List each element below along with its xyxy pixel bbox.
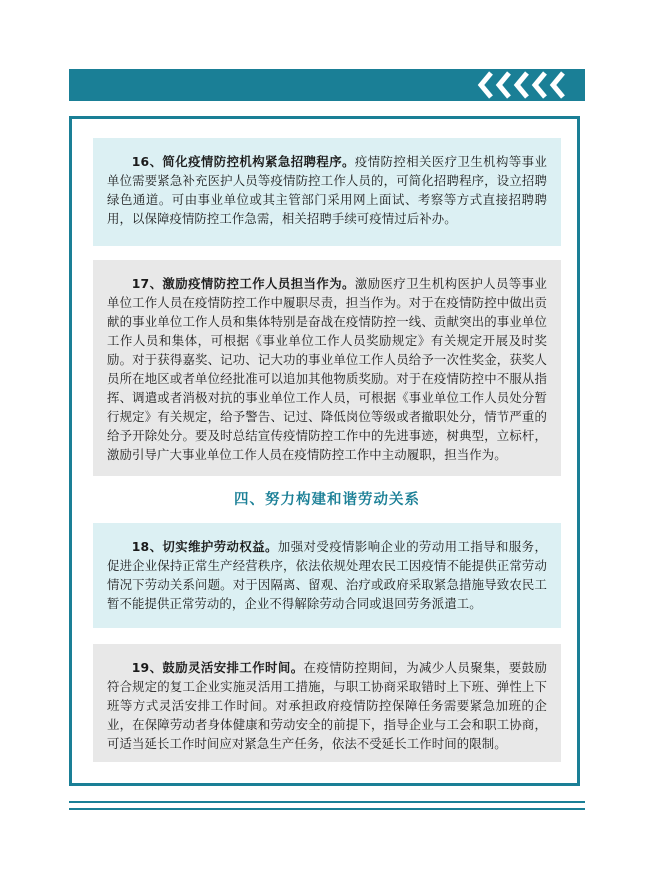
item-16-box [93,138,561,246]
chevron-left-icon [469,69,579,101]
item-16-paragraph [107,152,547,228]
item-19-box [93,644,561,762]
item-19-body: 在疫情防控期间，为减少人员聚集，要鼓励符合规定的复工企业实施灵活用工措施，与职工协商采取错时上下班、弹性上下班等方式灵活安排工作时间。对承担政府疫情防控保障任务需要紧急加班的企业，在保障劳动者身体健康和劳动安全的前提下，指导企业与工会和职工协商，可适当延长工作时间应对紧急生产任务，依法不受延长工作时间的限制。 [107,660,547,751]
item-17-heading: 17、激励疫情防控工作人员担当作为。 [131,276,355,291]
item-17-paragraph [107,274,547,464]
item-17-body: 激励医疗卫生机构医护人员等事业单位工作人员在疫情防控工作中履职尽责，担当作为。对于在疫情防控中做出贡献的事业单位工作人员和集体特别是奋战在疫情防控一线、贡献突出的事业单位工作人员和集体，可根据《事业单位工作人员奖励规定》有关规定开展及时奖励。对于获得嘉奖、记功、记大功的事业单位工作人员给予一次性奖金，获奖人员所在地区或者单位经批准可以追加其他物质奖励。对于在疫情防控中不服从指挥、调遣或者消极对抗的事业单位工作人员，可根据《事业单位工作人员处分暂行规定》有关规定，给予警告、记过、降低岗位等级或者撤职处分，情节严重的给予开除处分。要及时总结宣传疫情防控工作中的先进事迹，树典型，立标杆，激励引导广大事业单位工作人员在疫情防控工作中主动履职，担当作为。 [107,276,547,462]
item-18-box [93,523,561,628]
item-18-body: 加强对受疫情影响企业的劳动用工指导和服务，促进企业保持正常生产经营秩序，依法依规处理农民工因疫情不能提供正常劳动情况下劳动关系问题。对于因隔离、留观、治疗或政府采取紧急措施导致农民工暂不能提供正常劳动的，企业不得解除劳动合同或退回劳务派遣工。 [107,539,547,611]
header-bar [69,69,585,101]
item-17-box [93,260,561,476]
footer-double-rule [69,800,585,812]
section-title: 四、努力构建和谐劳动关系 [234,492,420,508]
item-19-heading: 19、鼓励灵活安排工作时间。 [131,660,304,675]
item-16-body: 疫情防控相关医疗卫生机构等事业单位需要紧急补充医护人员等疫情防控工作人员的，可简化招聘程序，设立招聘绿色通道。可由事业单位或其主管部门采用网上面试、考察等方式直接招聘聘用，以保障疫情防控工作急需，相关招聘手续可疫情过后补办。 [107,154,547,226]
item-18-heading: 18、切实维护劳动权益。 [131,539,278,554]
item-19-paragraph [107,658,547,753]
item-18-paragraph [107,537,547,613]
item-16-heading: 16、简化疫情防控机构紧急招聘程序。 [131,154,355,169]
